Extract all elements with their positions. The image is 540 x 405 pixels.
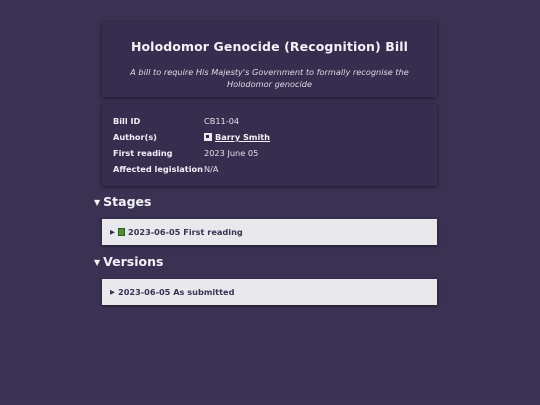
bill-id-label: Bill ID xyxy=(113,116,141,126)
stage-entry[interactable] xyxy=(102,219,437,245)
bill-title: Holodomor Genocide (Recognition) Bill xyxy=(130,39,409,54)
bill-header-card xyxy=(102,22,437,97)
versions-heading-label: Versions xyxy=(103,254,164,269)
caret-right-icon: ▶ xyxy=(110,228,115,236)
versions-heading[interactable] xyxy=(94,254,163,269)
stages-heading[interactable] xyxy=(94,194,151,209)
green-document-icon xyxy=(118,228,125,236)
caret-down-icon: ▼ xyxy=(94,198,101,207)
version-entry-label: 2023-06-05 As submitted xyxy=(118,287,235,297)
affected-legislation-row xyxy=(113,163,429,175)
authors-row xyxy=(113,131,429,143)
first-reading-row xyxy=(113,147,429,159)
author-link[interactable]: Barry Smith xyxy=(215,132,271,142)
version-entry[interactable] xyxy=(102,279,437,305)
authors-label: Author(s) xyxy=(113,132,157,142)
authors-value xyxy=(204,131,270,143)
first-reading-label: First reading xyxy=(113,148,173,158)
stage-entry-label: 2023-06-05 First reading xyxy=(128,227,243,237)
bill-info-card xyxy=(102,104,437,186)
first-reading-value: 2023 June 05 xyxy=(204,148,259,158)
user-avatar-icon xyxy=(204,133,212,141)
stages-heading-label: Stages xyxy=(103,194,152,209)
bill-subtitle: A bill to require His Majesty's Government to formally recognise the Holodomor genocide xyxy=(130,67,409,89)
bill-id-row xyxy=(113,115,429,127)
affected-legislation-value: N/A xyxy=(204,164,219,174)
bill-id-value: CB11-04 xyxy=(204,116,240,126)
caret-right-icon: ▶ xyxy=(110,288,115,296)
caret-down-icon: ▼ xyxy=(94,258,101,267)
affected-legislation-label: Affected legislation xyxy=(113,164,203,174)
